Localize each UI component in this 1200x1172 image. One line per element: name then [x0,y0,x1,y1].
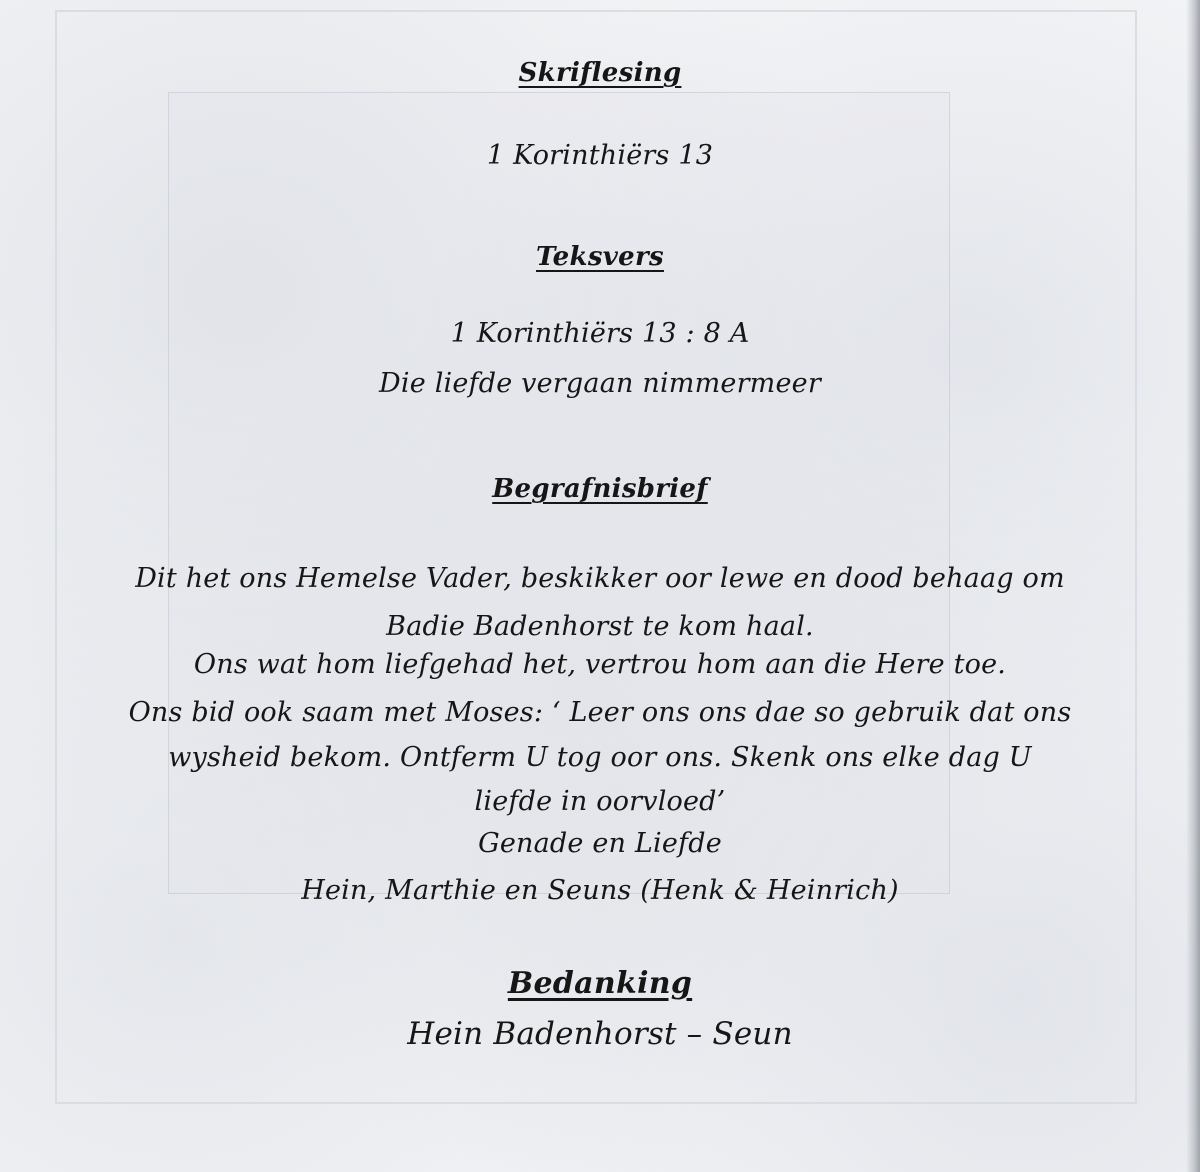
skriflesing-heading: Skriflesing [518,58,682,88]
teksvers-text: Die liefde vergaan nimmermeer [379,368,821,399]
bedanking-heading: Bedanking [507,966,693,1001]
teksvers-reference: 1 Korinthiërs 13 : 8 A [450,318,750,349]
begrafnisbrief-line: liefde in oorvloed’ [474,786,726,817]
begrafnisbrief-line: Dit het ons Hemelse Vader, beskikker oor lewe en dood behaag om [135,563,1065,594]
teksvers-heading: Teksvers [536,242,664,272]
begrafnisbrief-line: wysheid bekom. Ontferm U tog oor ons. Skenk ons elke dag U [168,742,1032,773]
bedanking-text: Hein Badenhorst – Seun [407,1016,793,1052]
begrafnisbrief-line: Hein, Marthie en Seuns (Henk & Heinrich) [301,875,899,906]
begrafnisbrief-line: Ons bid ook saam met Moses: ‘ Leer ons ons dae so gebruik dat ons [128,697,1072,728]
begrafnisbrief-line: Genade en Liefde [478,828,722,859]
skriflesing-reference: 1 Korinthiërs 13 [486,140,714,171]
begrafnisbrief-line: Badie Badenhorst te kom haal. [386,611,814,642]
begrafnisbrief-line: Ons wat hom liefgehad het, vertrou hom aan die Here toe. [193,649,1007,680]
begrafnisbrief-heading: Begrafnisbrief [492,474,708,504]
